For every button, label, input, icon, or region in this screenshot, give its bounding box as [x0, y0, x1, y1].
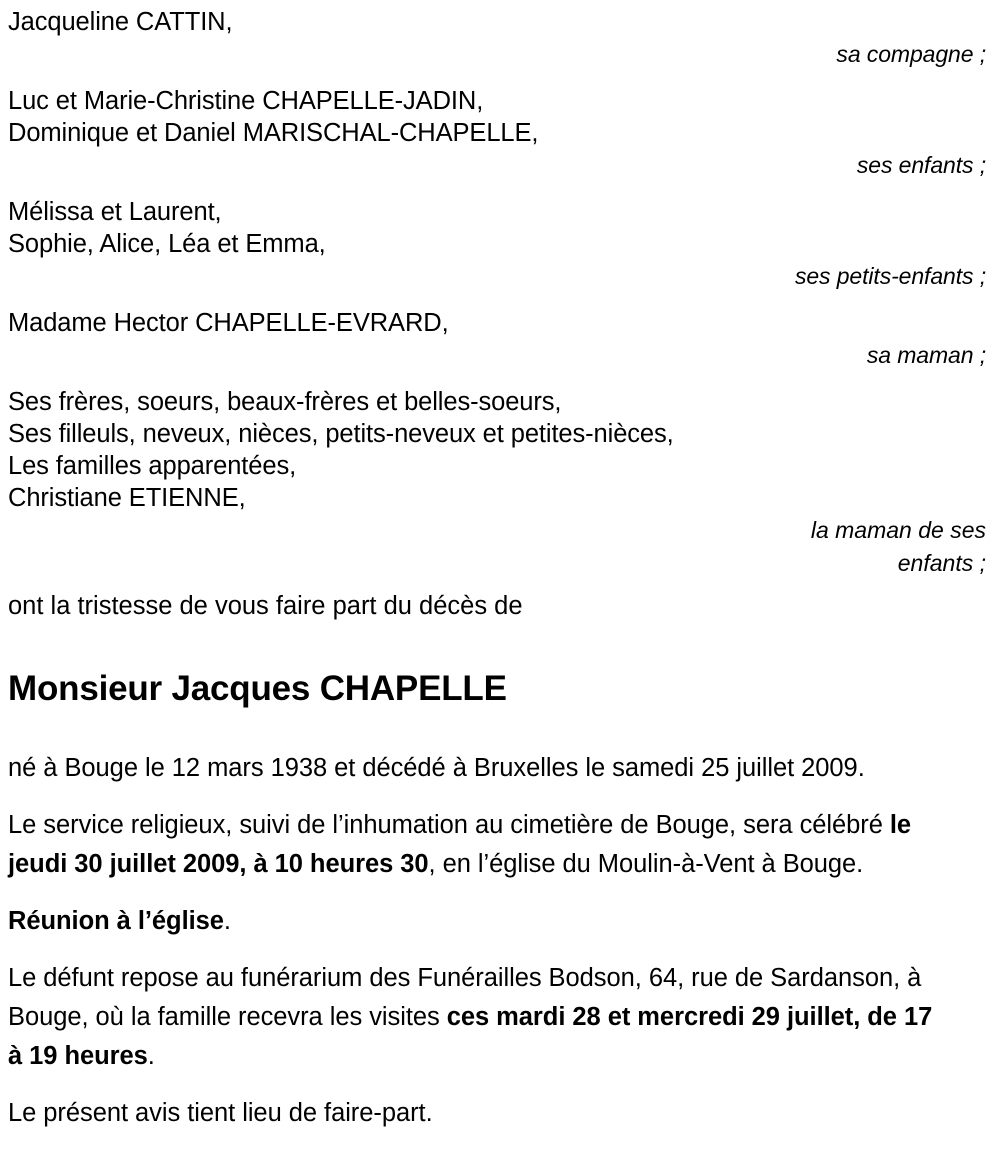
relation-label: la maman de ses enfants ; — [810, 517, 986, 576]
relation-label: sa compagne ; — [836, 41, 986, 67]
relative-name-line: Ses frères, soeurs, beaux-frères et belles-soeurs, — [8, 388, 562, 416]
relative-names — [8, 307, 990, 339]
meeting-text-after: . — [223, 907, 231, 935]
relative-name-line: Jacqueline CATTIN, — [8, 8, 233, 36]
closing-paragraph — [8, 1094, 953, 1133]
intro-line: ont la tristesse de vous faire part du décès de — [8, 592, 523, 620]
relative-names — [8, 6, 990, 38]
birth-death-text: né à Bouge le 12 mars 1938 et décédé à Bruxelles le samedi 25 juillet 2009. — [8, 754, 865, 782]
relative-group — [8, 85, 990, 182]
relative-name-line: Les familles apparentées, — [8, 452, 297, 480]
relative-group — [8, 386, 990, 580]
relation-label: ses enfants ; — [856, 152, 986, 178]
service-text-before: Le service religieux, suivi de l’inhumation au cimetière de Bouge, sera célébré — [8, 811, 890, 839]
service-text-after: , en l’église du Moulin-à-Vent à Bouge. — [428, 850, 864, 878]
service-datetime: le jeudi 30 juillet 2009, à 10 heures 30 — [8, 811, 912, 878]
relation-label: ses petits-enfants ; — [794, 263, 986, 289]
relation-label-row — [8, 339, 990, 372]
relative-name-line: Sophie, Alice, Léa et Emma, — [8, 230, 326, 258]
relative-names — [8, 386, 990, 514]
relative-name-line: Dominique et Daniel MARISCHAL-CHAPELLE, — [8, 119, 539, 147]
relative-name-line: Madame Hector CHAPELLE-EVRARD, — [8, 309, 449, 337]
closing-text: Le présent avis tient lieu de faire-part. — [8, 1099, 433, 1127]
relation-label-row — [8, 38, 990, 71]
relation-label: sa maman ; — [866, 342, 986, 368]
visits-text-after: . — [147, 1042, 155, 1070]
visits-datetime: ces mardi 28 et mercredi 29 juillet, de 17 à 19 heures — [8, 1003, 933, 1070]
birth-death-paragraph — [8, 749, 953, 788]
relation-label-row — [8, 260, 990, 293]
relation-label-row — [8, 149, 990, 182]
service-paragraph — [8, 806, 953, 884]
relative-name-line: Luc et Marie-Christine CHAPELLE-JADIN, — [8, 87, 484, 115]
relative-group — [8, 307, 990, 372]
relative-group — [8, 196, 990, 293]
relative-name-line: Christiane ETIENNE, — [8, 484, 246, 512]
relative-names — [8, 85, 990, 149]
meeting-paragraph — [8, 902, 953, 941]
visits-text-before: Le défunt repose au funérarium des Funérailles Bodson, 64, rue de Sardanson, à Bouge, où la famille recevra les visites — [8, 964, 922, 1031]
deceased-name: Monsieur Jacques CHAPELLE — [8, 669, 507, 708]
relative-name-line: Ses filleuls, neveux, nièces, petits-neveux et petites-nièces, — [8, 420, 674, 448]
visits-paragraph — [8, 959, 953, 1076]
relative-group — [8, 6, 990, 71]
meeting-location: Réunion à l’église — [8, 907, 224, 935]
relative-names — [8, 196, 990, 260]
relative-name-line: Mélissa et Laurent, — [8, 198, 222, 226]
